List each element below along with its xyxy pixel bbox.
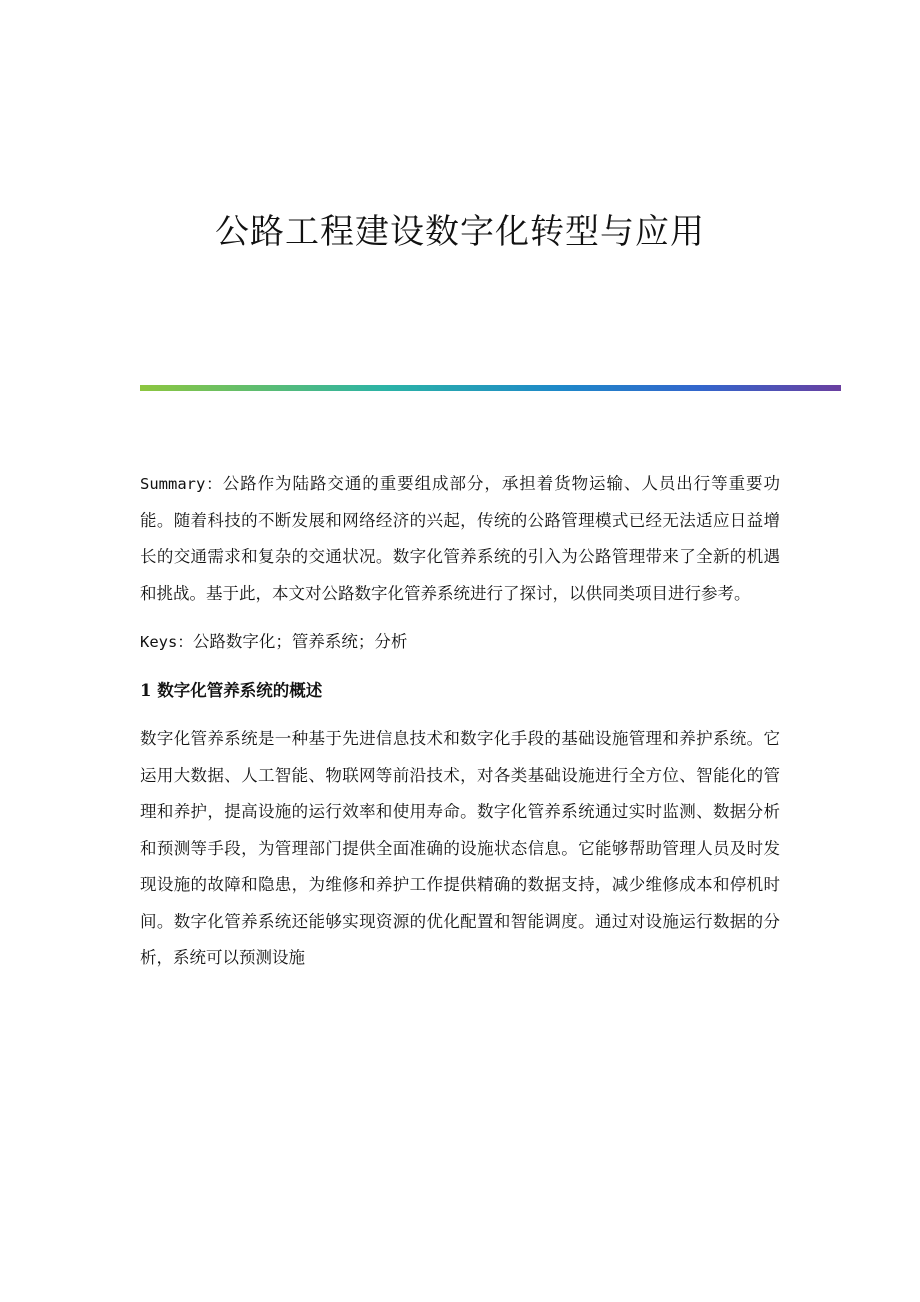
keys-text: 公路数字化；管养系统；分析	[192, 632, 408, 651]
section-body-paragraph: 数字化管养系统是一种基于先进信息技术和数字化手段的基础设施管理和养护系统。它运用大数据、人工智能、物联网等前沿技术，对各类基础设施进行全方位、智能化的管理和养护，提高设施的运行效率和使用寿命。数字化管养系统通过实时监测、数据分析和预测等手段，为管理部门提供全面准确的设施状态信息。它能够帮助管理人员及时发现设施的故障和隐患，为维修和养护工作提供精确的数据支持，减少维修成本和停机时间。数字化管养系统还能够实现资源的优化配置和智能调度。通过对设施运行数据的分析，系统可以预测设施	[140, 729, 780, 967]
document-body	[140, 466, 780, 977]
keys-label: Keys：	[140, 633, 193, 651]
section-heading: 1 数字化管养系统的概述	[140, 680, 323, 700]
summary-text: 公路作为陆路交通的重要组成部分，承担着货物运输、人员出行等重要功能。随着科技的不断发展和网络经济的兴起，传统的公路管理模式已经无法适应日益增长的交通需求和复杂的交通状况。数字化管养系统的引入为公路管理带来了全新的机遇和挑战。基于此，本文对公路数字化管养系统进行了探讨，以供同类项目进行参考。	[140, 474, 781, 603]
gradient-divider	[140, 385, 841, 391]
summary-label: Summary：	[140, 475, 223, 493]
summary-paragraph	[140, 466, 780, 612]
document-title: 公路工程建设数字化转型与应用	[215, 212, 705, 252]
keys-paragraph	[140, 624, 780, 661]
